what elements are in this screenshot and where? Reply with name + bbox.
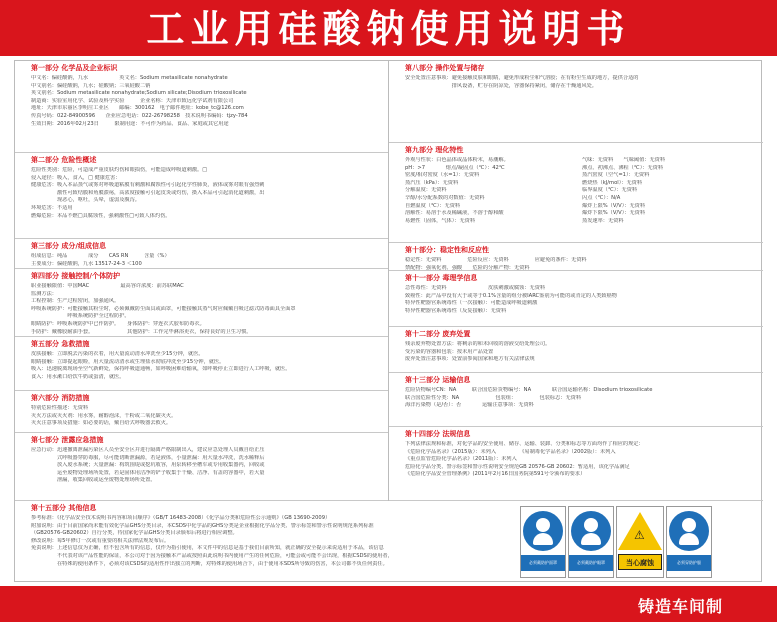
section-title: 第十五部分 其他信息 <box>31 504 97 512</box>
face-shield-icon <box>571 511 611 551</box>
property-cell: 气味：无资料 气味阈值：无资料 <box>582 157 666 163</box>
safety-sign-label: 必须戴防护面罩 <box>521 555 565 571</box>
property-cell: 外观与性状：白色晶体或晶体粉末，易潮解。 <box>405 157 509 163</box>
section-line: 激性可致结膜和角膜溃疡，高浓度接触可引起皮炎或灼伤，摄入本品可引起消化道刺激，出 <box>31 189 265 196</box>
section-line: 呼吸系统防护全过程防护。 <box>31 313 130 320</box>
section-line: 特异性靶器官系统毒性（一次接触）：可能造成呼吸道刺激 <box>405 300 538 307</box>
section-title: 第十一部分 毒理学信息 <box>405 274 478 282</box>
section-line: 危险性类别：危险，可造成严重皮肤灼伤和眼损伤，可能造成呼吸道刺激。□ <box>31 167 208 173</box>
section <box>389 271 763 327</box>
section-line: 危险货物编号CN：NA 联合国危险货物编号：NA 联合国运输名称：Disodium trioxosilicate <box>405 387 653 393</box>
section-line: 特别危险性描述：无资料 <box>31 405 89 411</box>
section-line: 放入废水系统；大量泄漏：构筑围堤或挖坑收容，用泵转移至槽车或专用收集器内，回收或 <box>31 462 265 469</box>
section-line: 健康危害：吸入本品蒸气或雾对呼吸道粘膜有刺激和腐蚀性可引起化学性肺炎，液体或雾对眼有强烈刺 <box>31 182 265 189</box>
section-title: 第十二部分 废弃处置 <box>405 330 471 338</box>
property-cell: 蒸汽密度（空气=1）：无资料 <box>582 172 650 179</box>
safety-sign <box>616 506 664 578</box>
section <box>15 433 388 501</box>
other-info-texts <box>31 504 511 568</box>
safety-sign <box>666 506 712 578</box>
section-line: 《重点监管危险化学品名录》（2011版）：未列入 <box>405 456 517 463</box>
section <box>389 327 763 373</box>
property-cell: 爆炸下限%（V/V）：无资料 <box>582 210 646 217</box>
property-cell: 密度/相对密度（水=1）：无资料 <box>405 172 480 179</box>
section-line: 泄漏，收集回收或运至废物处理场所处置。 <box>31 477 156 484</box>
page-title: 工业用硅酸钠使用说明书 <box>146 7 631 51</box>
section <box>389 61 763 143</box>
section-line: 中文别名：偏硅酸钠，九水；硅酸钠；三氧硅酸二钠 <box>31 82 151 89</box>
section-title: 第四部分 接触控制/个体防护 <box>31 272 120 280</box>
section-line: 中文名：偏硅酸钠，九水 英文名：Sodium metasilicate nonahydrate <box>31 75 228 81</box>
section-line: 食入：用水漱口给饮牛奶或蛋清，就医。 <box>31 373 125 380</box>
section-line: 现恶心，呕吐，头晕，虚弱及腹泻。 <box>31 197 140 204</box>
section-line: 眼睛防护：呼吸系统防护中已作防护。 身体防护：穿连衣式胶布防毒衣。 <box>31 320 205 327</box>
property-cell: 临界温度（℃）：无资料 <box>582 187 638 194</box>
section-line: 废弃处置注意事项：处置前参阅国家和地方有关法律法规 <box>405 356 535 363</box>
section-line: 组成信息：纯品 成分 CAS RN 含量（%） <box>31 253 170 259</box>
section-line: 地址：天津市东丽区李明庄工业区 邮编：300162 电子邮件地址：kobe_tc@126.com <box>31 105 244 112</box>
section-line: 式呼吸器穿防毒服，尽可能切断泄漏源，若是液体，小量泄漏：用大量水冲洗，洗水稀释后 <box>31 454 265 461</box>
safety-sign-label: 必须戴防护眼罩 <box>569 555 613 571</box>
section-title: 第十三部分 运输信息 <box>405 376 471 384</box>
section <box>15 337 388 391</box>
section-line: 致癌性：此产品中没有大于或等于0.1%含量的组分被IARC鉴别为可能的或肯定的人类致癌物 <box>405 292 617 299</box>
section-line: 《危险化学品安全管理条例》(2011年2月16日国务院第591号令颁布的要求） <box>405 471 586 478</box>
section-title: 第八部分 操作处置与储存 <box>405 64 485 72</box>
section-line: 稳定性：无资料 危险反应：无资料 应避免的条件：无资料 <box>405 257 587 263</box>
section-line: 呼吸系统防护：可能接触其粉尘时，必须佩戴防尘面具或面罩，可能接触其蒸气时应佩戴自吸过滤式防毒面具全面罩 <box>31 305 296 312</box>
section-line: 急性毒性：无资料 皮肤刺激或腐蚀：无资料 <box>405 285 546 291</box>
section-line: 灭火方法或灭火剂：用水雾，耐醇泡沫，干粉或二氧化碳灭火。 <box>31 412 177 419</box>
section-line: 修改说明：每5年修订一次或有重要的相关法律法规发布后。 <box>31 537 170 544</box>
property-cell: 蒸发速率：无资料 <box>582 217 624 224</box>
section-line: 受污染的容器和包装：按未用产品处置 <box>405 348 494 355</box>
property-cell: pH：>7 熔点/凝固点（℃）：42℃ <box>405 164 505 171</box>
section-line: 侵入途径：吸入，食入，□ 健康危害： <box>31 174 121 181</box>
section-line: 燃爆危险：本品不燃□具腐蚀性，强刺激性□可致人体灼伤。 <box>31 212 171 219</box>
property-cell: 溶解性：易溶于水及稀碱液，不溶于醇和酸 <box>405 210 504 217</box>
title-bar <box>0 0 777 56</box>
section-line: 排风设备，贮存在阴凉处，容器保持紧闭，储存在干燥通风处。 <box>405 82 597 89</box>
section-line: 安全处置注意事项：避免接触皮肤和眼睛，避免形成粉尘和气溶胶；在有粉尘生成的地方，提供合适的 <box>405 75 639 81</box>
manual-board <box>14 60 762 582</box>
safety-sign-label: 必须穿防护服 <box>667 555 711 571</box>
section-line: 附加说明：由于目前国家尚未能有效化学品GHS分类目录，本CSDS中化学品的GHS分类是企业根据化学品分类、警示标签和警示性说明规范系列标准 <box>31 522 374 529</box>
section-line: 吸入：迅速脱离现场至空气新鲜处，保持呼吸道通畅，如呼吸困难给输氧，如呼吸停止立即进行人工呼吸，就医。 <box>31 366 291 373</box>
property-cell: 分解温度：无资料 <box>405 187 447 194</box>
corrosive-warning-icon: ⚠ <box>618 512 662 550</box>
section-line: （GB20576-GB20602）自行分类，待国家化学品GHS分类目录颁布后将进行相应调整。 <box>31 530 238 537</box>
section-line: 监测方法： <box>31 290 57 297</box>
section-line: 残余废弃物处置方法：将剩余的和未回收的溶液交给处理公司。 <box>405 341 551 347</box>
property-cell: 沸点、初沸点、沸程（℃）：无资料 <box>582 164 664 171</box>
section <box>15 391 388 433</box>
gas-mask-icon <box>523 511 563 551</box>
section-line: 禁配物：强氧化剂、强酸 危险的分解产物：无资料 <box>405 264 530 271</box>
section-line: 主要成分：偏硅酸钠，九水 13517-24-3 ＜100 <box>31 260 142 267</box>
section-line: 在特殊的使用条件下，必须对该CSDS的适用性作出独立的判断，对特殊的使用场合下，由于使用本SDS所导致的伤害，本公司都不负任何责任。 <box>31 560 388 567</box>
section-line: 下列法律法规和标准，对化学品的安全使用、储存、运输、装卸、分类和标志等方面均作了相应的规定： <box>405 441 644 447</box>
section-title: 第六部分 消防措施 <box>31 394 90 402</box>
section-title: 第五部分 急救措施 <box>31 340 90 348</box>
section-line: 不代表对该产品性能的保证，本公司对于因为接触本产品或按照由此说明书内使用产生的任何危险，可能会或可能不会出现，根据CSDS的使用者， <box>31 552 393 559</box>
workshop-label: 铸造车间制 <box>637 597 723 616</box>
section-line: 眼睛接触：立即提起眼睑，用大量流动清水或生理盐水彻底冲洗至少15分钟，就医。 <box>31 358 225 365</box>
section-line: 《危险化学品名录》（2015版）：未列入 《易制毒化学品名录》（2002版）：未列入 <box>405 448 616 455</box>
protective-suit-icon <box>669 511 709 551</box>
property-cell: 爆炸上限%（V/V）：无资料 <box>582 202 646 209</box>
section-title: 第七部分 泄露应急措施 <box>31 436 104 444</box>
property-cell: 自燃温度（℃）：无资料 <box>405 202 461 209</box>
right-column <box>389 61 763 501</box>
section-line: 运至废物处理场所处置，若是固体用洁净的铲子收集于干燥、洁净、有盖的容器中，若大量 <box>31 469 265 476</box>
section <box>15 61 388 153</box>
safety-sign-label: 当心腐蚀 <box>618 554 662 570</box>
section <box>15 239 388 269</box>
section-line: 危险化学品分类、警示标签和警示性说明安全规范GB 20576-GB 20602：暂适用，该化学品满足 <box>405 463 630 470</box>
section-line: 手防护：戴橡胶耐油手套。 其他防护：工作完毕淋浴更衣，保持良好的卫生习惯。 <box>31 328 252 335</box>
section <box>15 269 388 337</box>
section-line: 英文别名：Sodium metasilicate nonahydrate;Sodium silicate;Disodium trioxosilicate <box>31 90 247 97</box>
section <box>389 427 763 501</box>
property-cell: 燃烧热（kJ/mol）：无资料 <box>582 179 643 186</box>
section-title: 第十四部分 法规信息 <box>405 430 471 438</box>
section-line: 免责说明：上述信息仅为正确，但不包含所有的信息，仅作为指引使用，本文件中的信息是基于我们目前所知，就正确的安全提示来说适用于本品，该信息 <box>31 545 384 552</box>
section-line: 制造商：实验室用化学、试验及科学实验 企业名称：天津市致远化学试剂有限公司 <box>31 97 234 104</box>
safety-sign <box>520 506 566 578</box>
section-line: 应急行动：迅速撤离泄漏污染区人员至安全区并进行隔离严格限制出入，建议应急处理人员戴自给正压 <box>31 447 265 453</box>
footer-bar <box>0 586 777 622</box>
section-line: 海洋污染物（是/否）：否 运输注意事项：无资料 <box>405 402 534 409</box>
section-line: 职业接触限值：中国MAC 最高容许浓度：前苏联MAC <box>31 283 184 289</box>
safety-signs <box>520 506 758 578</box>
section-line: 参考标准：《化学品安全技术说明书内容和项目顺序》（GB/T 16483-2008）《化学品分类和危险性公示通则》（GB 13690-2009） <box>31 515 331 521</box>
property-cell: 易燃性（固体，气体）：无资料 <box>405 217 476 224</box>
section-line: 工程控制：生产过程密闭，加强通风。 <box>31 298 120 305</box>
section-line: 环境危害：不适用 <box>31 204 73 211</box>
section-title: 第三部分 成分/组成信息 <box>31 242 106 250</box>
left-column <box>15 61 389 501</box>
property-grid <box>405 157 755 225</box>
section-line: 联合国危险性分类：NA 包装组： 包装标志：无资料 <box>405 394 582 401</box>
property-cell: 闪点（℃）：N/A <box>582 194 621 201</box>
section <box>389 243 763 271</box>
section-line: 特异性靶器官系统毒性（反复接触）：无资料 <box>405 307 507 314</box>
section-title: 第九部分 理化特性 <box>405 146 464 154</box>
section-title: 第二部分 危险性概述 <box>31 156 97 164</box>
section-line: 皮肤接触：立即脱去污染的衣着，用大量流动清水冲洗至少15分钟，就医。 <box>31 351 204 357</box>
section-title: 第十部分：稳定性和反应性 <box>405 246 489 254</box>
property-cell: 辛醇/水分配系数的对数值：无资料 <box>405 194 485 201</box>
section-line: 生效日期：2016年02月23日 限制用途：不可作为药品、食品、家庭或其它用途 <box>31 120 229 127</box>
section-line: 灭火注意事项及措施：如必要的话，戴自给式呼吸器去救火。 <box>31 420 172 427</box>
section <box>15 153 388 239</box>
section-title: 第一部分 化学品及企业标识 <box>31 64 118 72</box>
section <box>389 373 763 427</box>
property-cell: 蒸汽压（kPa）：无资料 <box>405 179 459 186</box>
section <box>389 143 763 243</box>
section-line: 传真号码：022-84900596 企业应急电话：022-26798258 技术说明书编码：tjzy-784 <box>31 112 248 119</box>
safety-sign <box>568 506 614 578</box>
